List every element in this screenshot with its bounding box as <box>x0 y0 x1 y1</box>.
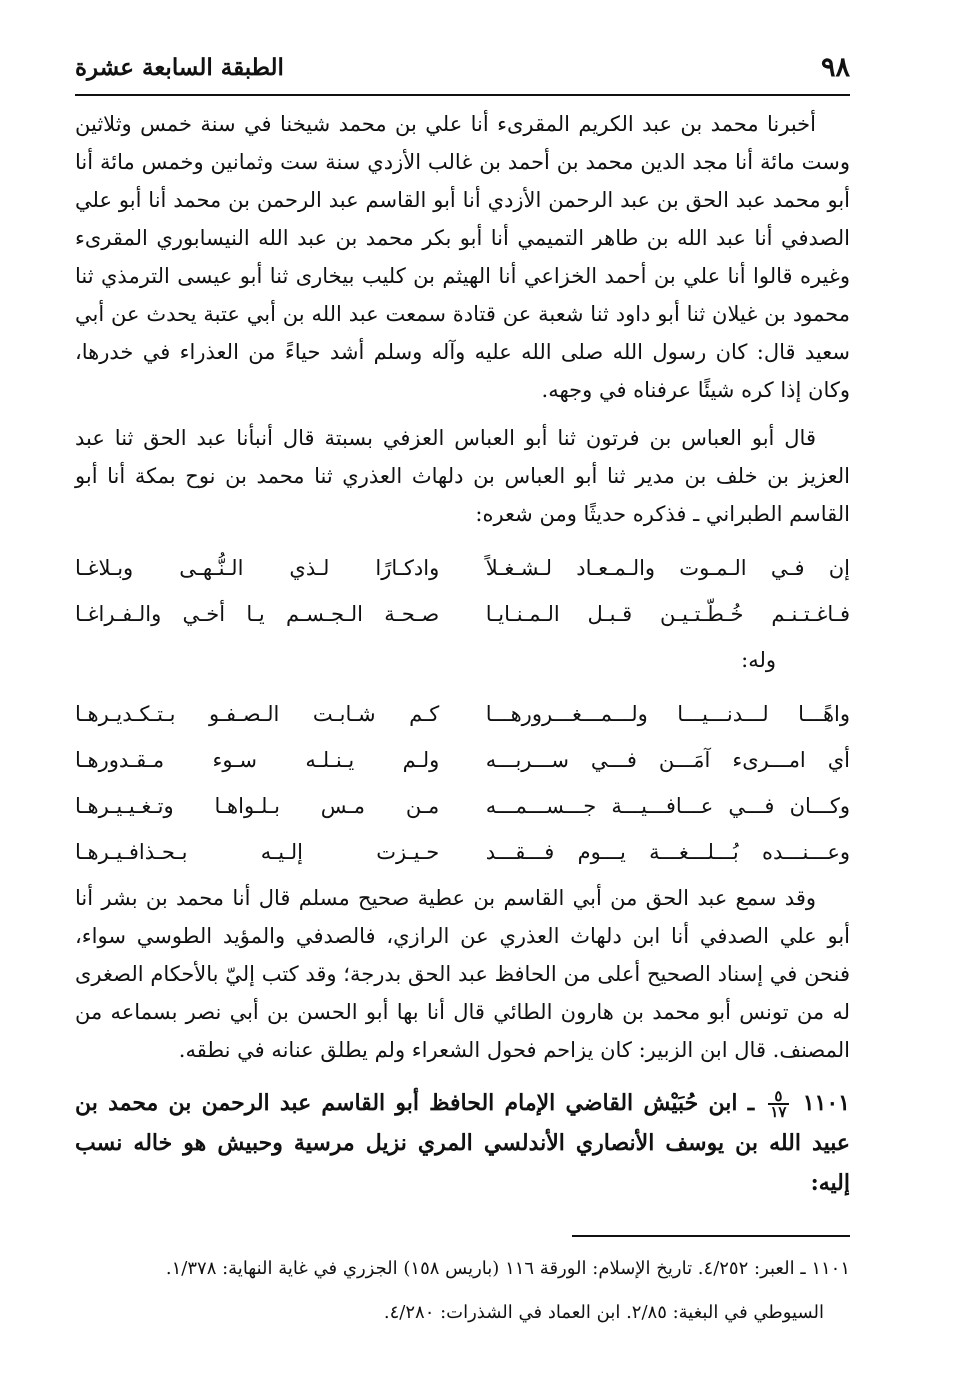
entry-number: ١١٠١ <box>802 1090 850 1116</box>
verse-line <box>75 783 850 829</box>
verse-second-hemistich: كـم شـابـت الـصـفـو بـتـكـديـرهـا <box>75 702 440 726</box>
verse-first-hemistich: أي امـــرىء آمَـــن فـــي ســـربـــه <box>485 748 850 772</box>
poem-1 <box>75 545 850 637</box>
verse-second-hemistich: وادكـارًا لـذي الـنُّـهـى وبـلاغـا <box>75 556 440 580</box>
verse-line <box>75 691 850 737</box>
footnote-line: ١١٠١ ـ العبر: ٤/٢٥٢. تاريخ الإسلام: الورقة ١١٦ (باريس ١٥٨) الجزري في غاية النهاية: ١/٣٧٨. <box>165 1258 850 1279</box>
poem-2 <box>75 691 850 875</box>
page-header <box>75 44 850 90</box>
header-rule <box>75 94 850 96</box>
verse-second-hemistich: صـحـة الـجـسـم يـا أخـي والـفـراغـا <box>75 602 440 626</box>
verse-line <box>75 829 850 875</box>
entry-text: ـ ابن حُبَيْش القاضي الإمام الحافظ أبو القاسم عبد الرحمن بن محمد بن عبيد الله بن يوسف الأنصاري الأندلسي المري نزيل مرسية وحبيش هو خاله نسب إليه: <box>75 1090 850 1196</box>
poem-2-label: وله: <box>741 648 776 672</box>
verse-second-hemistich: ولـم يـنـلـه سـوء مـقـدورهـا <box>75 748 440 772</box>
verse-first-hemistich: إن فـي الـمـوت والـمـعـاد لـشـغـلاً <box>485 556 850 580</box>
fraction-numerator: ٥ <box>768 1089 788 1105</box>
verse-first-hemistich: واهًـــا لـــدنـــيـــا ولـــمـــغـــرورهـــا <box>485 702 850 726</box>
main-text <box>75 105 850 1203</box>
fraction-denominator: ١٧ <box>770 1103 787 1121</box>
verse-second-hemistich: حـيـزت إلـيـه بـحـذافـيـرهـا <box>75 840 440 864</box>
paragraph-isnad: أخبرنا محمد بن عبد الكريم المقرىء أنا علي بن محمد شيخنا في سنة خمس وثلاثين وست مائة أنا مجد الدين محمد بن أحمد بن غالب الأزدي سنة ست وثمانين وخمس مائة أنا أبو محمد عبد الحق بن عبد الرحمن الأزدي أنا أبو القاسم عبد الرحمن بن محمد أنا أبو علي الصدفي أنا عبد الله بن طاهر التميمي أنا أبو بكر محمد بن عبد الله النيسابوري المقرىء وغيره قالوا أنا علي بن أحمد الخزاعي أنا الهيثم بن كليب بيخارى ثنا أبو عيسى الترمذي ثنا محمود بن غيلان ثنا أبو داود ثنا شعبة عن قتادة سمعت عبد الله بن أبي عتبة يحدث عن أبي سعيد قال: كان رسول الله صلى الله عليه وآله وسلم أشد حياءً من العذراء في خدرها، وكان إذا كره شيئًا عرفناه في وجهه. <box>75 112 850 402</box>
paragraph-sahih-muslim: وقد سمع عبد الحق من أبي القاسم بن عطية صحيح مسلم قال أنا محمد بن بشر أنا أبو علي الصدفي أنا ابن دلهاث العذري عن الرازي، فالصدفي والمؤيد الطوسي سواء، فنحن في إسناد الصحيح أعلى من الحافظ عبد الحق بدرجة؛ وقد كتب إليّ بالأحكام الصغرى له من تونس أبو محمد بن هارون الطائي قال أنا بها أبو الحسن بن أبي نصر بسماعه من المصنف. قال ابن الزبير: كان يزاحم فحول الشعراء ولم يطلق عنانه في نطقه. <box>75 886 850 1062</box>
verse-line <box>75 545 850 591</box>
running-title: الطبقة السابعة عشرة <box>75 53 284 81</box>
verse-line <box>75 737 850 783</box>
footnotes <box>75 1247 850 1335</box>
page-number: ٩٨ <box>820 51 850 83</box>
footnote-line: السيوطي في البغية: ٢/٨٥. ابن العماد في الشذرات: ٤/٢٨٠. <box>383 1302 824 1323</box>
verse-second-hemistich: مـن مـس بـلـواهـا وتـغـيـيـرهـا <box>75 794 440 818</box>
verse-first-hemistich: وعـــنـــده بُـــلـــغـــة يـــوم فـــقـــد <box>485 840 850 864</box>
paragraph-poem-intro: قال أبو العباس بن فرتون ثنا أبو العباس العزفي بسبتة قال أنبأنا عبد الحق ثنا عبد العزيز بن خلف بن مدير ثنا أبو العباس بن دلهاث العذري ثنا محمد بن نوح بمكة أنا أبو القاسم الطبراني ـ فذكره حديثًا ومن شعره: <box>75 426 850 526</box>
footnote-rule <box>572 1235 850 1237</box>
entry-fraction <box>768 1089 788 1119</box>
verse-first-hemistich: فـاغـتـنـم خُـطّـتـيـن قـبـل الـمـنـايـا <box>485 602 850 626</box>
verse-first-hemistich: وكـــان فـــي عـــافـــيـــة جـــســـمـــه <box>485 794 850 818</box>
verse-line <box>75 591 850 637</box>
biography-entry-heading <box>75 1083 850 1203</box>
